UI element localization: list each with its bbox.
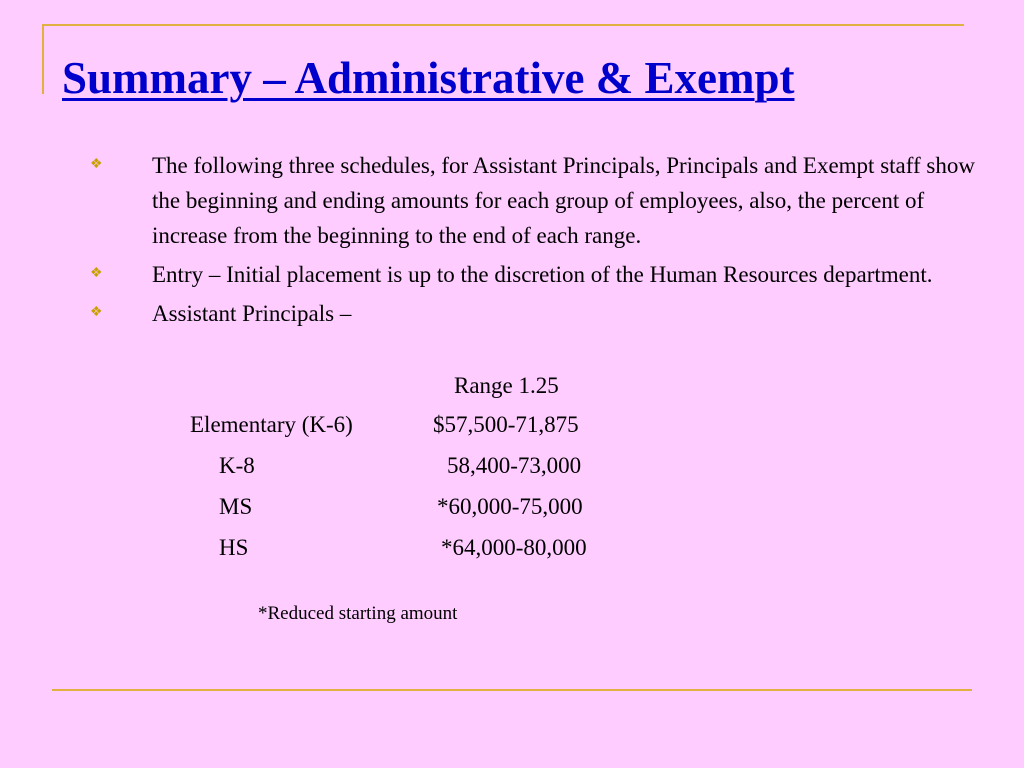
schedule-level: HS xyxy=(219,535,249,560)
slide-title: Summary – Administrative & Exempt xyxy=(62,53,795,103)
range-label: Range 1.25 xyxy=(454,373,559,398)
schedule-amount: *60,000-75,000 xyxy=(437,494,583,519)
bullet-text: Entry – Initial placement is up to the discretion of the Human Resources department. xyxy=(152,262,933,287)
bullet-text: Assistant Principals – xyxy=(152,301,352,326)
bullet-item-assistant-principals xyxy=(90,296,990,331)
bottom-rule xyxy=(52,689,972,691)
diamond-cluster-icon: ❖ xyxy=(90,266,103,281)
bullet-item-schedules xyxy=(90,148,990,253)
diamond-cluster-icon: ❖ xyxy=(90,305,103,320)
footnote: *Reduced starting amount xyxy=(258,603,458,624)
schedule-amount: *64,000-80,000 xyxy=(441,535,587,560)
bullet-text: The following three schedules, for Assistant Principals, Principals and Exempt staff show the beginning and ending amounts for each group of employees, also, the percent of increase from the beginning to the end of each range. xyxy=(152,153,975,248)
bullet-item-entry xyxy=(90,257,990,292)
top-rule xyxy=(42,24,964,26)
bullet-list xyxy=(90,148,990,335)
schedule-level: Elementary (K-6) xyxy=(190,412,353,437)
schedule-amount: $57,500-71,875 xyxy=(433,412,579,437)
schedule-level: MS xyxy=(219,494,253,519)
schedule-amount: 58,400-73,000 xyxy=(447,453,582,478)
diamond-cluster-icon: ❖ xyxy=(90,157,103,172)
schedule-level: K-8 xyxy=(219,453,255,478)
left-rule xyxy=(42,24,44,94)
